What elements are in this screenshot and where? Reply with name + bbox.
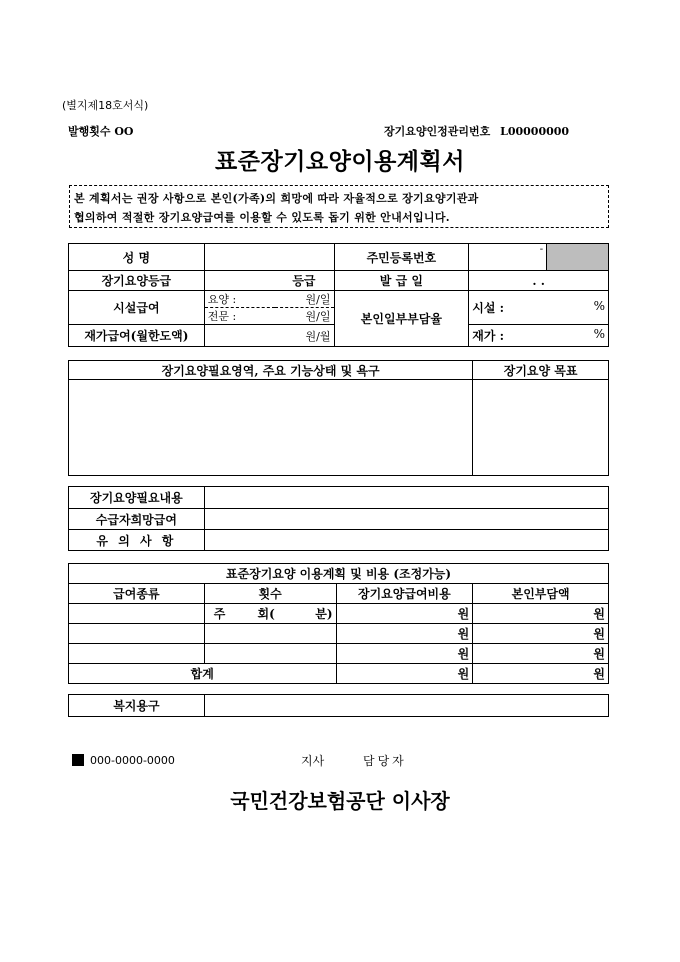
care-needs-field[interactable] — [204, 487, 608, 509]
management-number-label: 장기요양인정관리번호 — [384, 125, 491, 138]
needs-header: 장기요양필요영역, 주요 기능상태 및 욕구 — [69, 361, 473, 380]
plan-row-1-copay[interactable]: 원 — [473, 604, 609, 624]
copay-rate-label: 본인일부부담율 — [334, 291, 469, 347]
grade-field[interactable]: 등급 — [204, 271, 334, 291]
needs-table — [68, 360, 609, 476]
care-needs-label: 장기요양필요내용 — [69, 487, 205, 509]
freq-week: 주 — [213, 607, 226, 621]
welfare-equipment-field[interactable] — [204, 695, 608, 717]
notes-label: 유 의 사 항 — [69, 530, 205, 551]
plan-row-3-cost[interactable]: 원 — [336, 644, 473, 664]
content-table — [68, 486, 609, 551]
name-label: 성 명 — [69, 244, 205, 271]
notice-line-2: 협의하여 적절한 장기요양급여를 이용할 수 있도록 돕기 위한 안내서입니다. — [74, 211, 450, 224]
rrn-field-back — [547, 244, 609, 271]
document-title: 표준장기요양이용계획서 — [215, 149, 465, 175]
plan-row-3-frequency[interactable] — [204, 644, 336, 664]
issue-count: 발행횟수 OO — [68, 125, 134, 138]
phone-square-icon — [72, 754, 84, 766]
plan-header-benefit-type: 급여종류 — [69, 584, 205, 604]
plan-total-label: 합계 — [69, 664, 337, 684]
goal-header: 장기요양 목표 — [473, 361, 609, 380]
welfare-equipment-label: 복지용구 — [69, 695, 205, 717]
plan-row-1-frequency[interactable] — [204, 604, 336, 624]
care-label: 요양 : — [207, 293, 237, 306]
plan-row-1-type[interactable] — [69, 604, 205, 624]
plan-row-3-copay[interactable]: 원 — [473, 644, 609, 664]
facility-copay-label: 시설 : — [472, 301, 505, 315]
plan-header-copay: 본인부담액 — [473, 584, 609, 604]
care-unit: 원/일 — [305, 293, 331, 306]
facility-copay-unit: % — [593, 299, 605, 313]
expert-unit: 원/일 — [305, 310, 331, 323]
home-copay-field[interactable] — [469, 325, 609, 347]
plan-row-2-copay[interactable]: 원 — [473, 624, 609, 644]
plan-total-cost[interactable]: 원 — [336, 664, 473, 684]
staff-label: 담당자 — [363, 754, 407, 768]
home-copay-label: 재가 : — [472, 329, 505, 343]
branch-label: 지사 — [301, 754, 325, 768]
goal-content-area[interactable] — [473, 380, 609, 476]
issue-date-field[interactable]: . . — [469, 271, 609, 291]
contact-phone — [72, 754, 175, 767]
form-type-label: (별지제18호서식) — [62, 99, 149, 112]
plan-header-frequency: 횟수 — [204, 584, 336, 604]
management-number — [384, 123, 569, 139]
plan-row-2-type[interactable] — [69, 624, 205, 644]
needs-content-area[interactable] — [69, 380, 473, 476]
freq-minutes: 분) — [315, 607, 333, 621]
facility-copay-field[interactable] — [469, 291, 609, 325]
plan-header-cost: 장기요양급여비용 — [336, 584, 473, 604]
name-field[interactable] — [204, 244, 334, 271]
info-table — [68, 243, 609, 347]
care-cost-field[interactable] — [204, 291, 334, 308]
grade-label: 장기요양등급 — [69, 271, 205, 291]
plan-total-copay[interactable]: 원 — [473, 664, 609, 684]
desired-benefit-field[interactable] — [204, 509, 608, 530]
home-limit-field[interactable]: 원/월 — [204, 325, 334, 347]
plan-title: 표준장기요양 이용계획 및 비용 (조정가능) — [69, 564, 609, 584]
plan-row-2-frequency[interactable] — [204, 624, 336, 644]
expert-cost-field[interactable] — [204, 308, 334, 325]
notice-box — [69, 185, 609, 228]
issuer-signature: 국민건강보험공단 이사장 — [230, 789, 450, 813]
phone-number: 000-0000-0000 — [90, 754, 175, 767]
management-number-value: L00000000 — [500, 125, 570, 138]
plan-row-3-type[interactable] — [69, 644, 205, 664]
rrn-label: 주민등록번호 — [334, 244, 469, 271]
desired-benefit-label: 수급자희망급여 — [69, 509, 205, 530]
plan-row-2-cost[interactable]: 원 — [336, 624, 473, 644]
home-copay-unit: % — [593, 327, 605, 341]
plan-table — [68, 563, 609, 684]
facility-benefit-label: 시설급여 — [69, 291, 205, 325]
welfare-table — [68, 694, 609, 717]
rrn-field-front[interactable]: - — [469, 244, 547, 271]
home-benefit-label: 재가급여(월한도액) — [69, 325, 205, 347]
issue-date-label: 발 급 일 — [334, 271, 469, 291]
notes-field[interactable] — [204, 530, 608, 551]
plan-row-1-cost[interactable]: 원 — [336, 604, 473, 624]
freq-times: 회( — [257, 607, 275, 621]
notice-line-1: 본 계획서는 권장 사항으로 본인(가족)의 희망에 따라 자율적으로 장기요양기관과 — [74, 192, 479, 205]
expert-label: 전문 : — [207, 310, 237, 323]
